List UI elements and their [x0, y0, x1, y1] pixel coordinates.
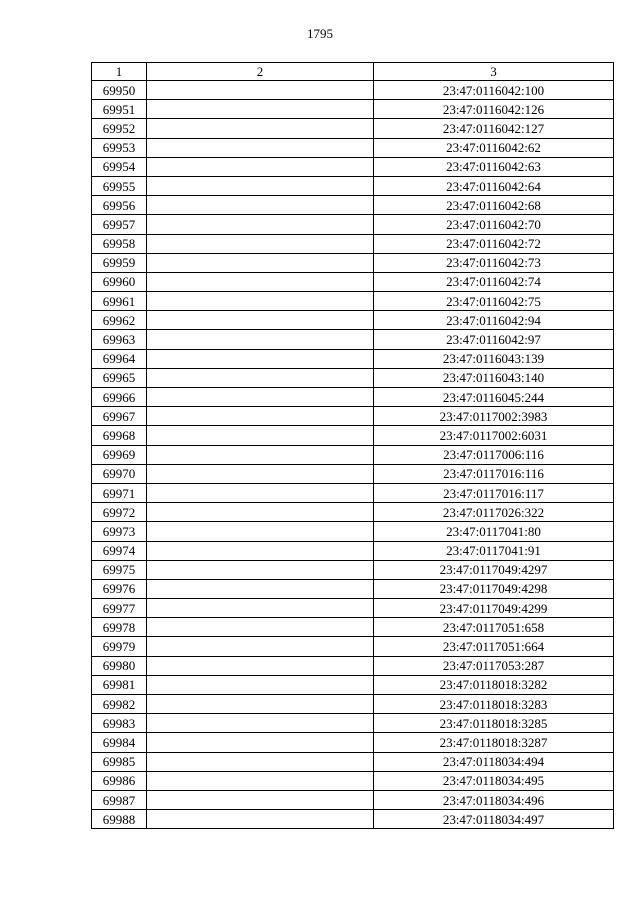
cell-column-2 [147, 426, 374, 445]
cell-row-number: 69951 [92, 100, 147, 119]
cell-row-number: 69972 [92, 503, 147, 522]
cell-column-2 [147, 810, 374, 829]
cell-column-2 [147, 599, 374, 618]
cell-column-2 [147, 330, 374, 349]
cell-row-number: 69987 [92, 790, 147, 809]
cell-column-2 [147, 445, 374, 464]
table-row [92, 733, 614, 752]
cell-row-number: 69968 [92, 426, 147, 445]
cell-cadastral-number: 23:47:0117041:91 [374, 541, 614, 560]
table-row [92, 445, 614, 464]
table-row [92, 560, 614, 579]
table-row [92, 81, 614, 100]
table-row [92, 196, 614, 215]
cell-cadastral-number: 23:47:0118018:3282 [374, 675, 614, 694]
cell-column-2 [147, 503, 374, 522]
column-header-3: 3 [374, 63, 614, 81]
cell-column-2 [147, 138, 374, 157]
cell-row-number: 69973 [92, 522, 147, 541]
table-row [92, 503, 614, 522]
cell-row-number: 69986 [92, 771, 147, 790]
cell-cadastral-number: 23:47:0117049:4299 [374, 599, 614, 618]
cell-column-2 [147, 790, 374, 809]
cell-column-2 [147, 771, 374, 790]
cell-column-2 [147, 618, 374, 637]
cell-row-number: 69981 [92, 675, 147, 694]
table-row [92, 541, 614, 560]
cell-row-number: 69967 [92, 407, 147, 426]
cell-row-number: 69983 [92, 714, 147, 733]
cell-column-2 [147, 733, 374, 752]
cell-column-2 [147, 196, 374, 215]
table-row [92, 579, 614, 598]
cell-row-number: 69977 [92, 599, 147, 618]
table-row [92, 522, 614, 541]
cell-cadastral-number: 23:47:0117006:116 [374, 445, 614, 464]
cell-cadastral-number: 23:47:0118034:494 [374, 752, 614, 771]
cell-cadastral-number: 23:47:0116042:127 [374, 119, 614, 138]
cell-column-2 [147, 407, 374, 426]
table-row [92, 349, 614, 368]
cell-cadastral-number: 23:47:0118018:3285 [374, 714, 614, 733]
cell-cadastral-number: 23:47:0117002:3983 [374, 407, 614, 426]
cell-column-2 [147, 119, 374, 138]
cell-cadastral-number: 23:47:0116045:244 [374, 388, 614, 407]
cell-cadastral-number: 23:47:0117002:6031 [374, 426, 614, 445]
table-row [92, 138, 614, 157]
registry-table [91, 62, 614, 829]
table-row [92, 407, 614, 426]
table-row [92, 253, 614, 272]
cell-cadastral-number: 23:47:0116043:140 [374, 368, 614, 387]
cell-row-number: 69950 [92, 81, 147, 100]
cell-cadastral-number: 23:47:0116042:94 [374, 311, 614, 330]
table-row [92, 464, 614, 483]
table-row [92, 234, 614, 253]
cell-column-2 [147, 522, 374, 541]
cell-cadastral-number: 23:47:0116042:75 [374, 292, 614, 311]
table-row [92, 388, 614, 407]
cell-cadastral-number: 23:47:0116042:72 [374, 234, 614, 253]
table-row [92, 157, 614, 176]
cell-cadastral-number: 23:47:0116042:100 [374, 81, 614, 100]
cell-cadastral-number: 23:47:0116042:63 [374, 157, 614, 176]
cell-column-2 [147, 311, 374, 330]
cell-column-2 [147, 675, 374, 694]
table-body [92, 81, 614, 829]
cell-row-number: 69959 [92, 253, 147, 272]
table-row [92, 810, 614, 829]
cell-cadastral-number: 23:47:0117016:116 [374, 464, 614, 483]
cell-column-2 [147, 483, 374, 502]
cell-column-2 [147, 157, 374, 176]
cell-row-number: 69976 [92, 579, 147, 598]
table-row [92, 599, 614, 618]
cell-cadastral-number: 23:47:0117051:664 [374, 637, 614, 656]
cell-column-2 [147, 176, 374, 195]
table-row [92, 119, 614, 138]
cell-column-2 [147, 464, 374, 483]
cell-row-number: 69969 [92, 445, 147, 464]
cell-column-2 [147, 695, 374, 714]
cell-row-number: 69974 [92, 541, 147, 560]
cell-cadastral-number: 23:47:0116042:62 [374, 138, 614, 157]
table-row [92, 176, 614, 195]
cell-column-2 [147, 292, 374, 311]
table-row [92, 790, 614, 809]
cell-row-number: 69956 [92, 196, 147, 215]
cell-cadastral-number: 23:47:0116043:139 [374, 349, 614, 368]
cell-row-number: 69962 [92, 311, 147, 330]
table-row [92, 771, 614, 790]
cell-cadastral-number: 23:47:0117051:658 [374, 618, 614, 637]
cell-row-number: 69975 [92, 560, 147, 579]
cell-cadastral-number: 23:47:0116042:70 [374, 215, 614, 234]
cell-column-2 [147, 215, 374, 234]
table-row [92, 215, 614, 234]
cell-column-2 [147, 81, 374, 100]
cell-row-number: 69985 [92, 752, 147, 771]
cell-column-2 [147, 349, 374, 368]
cell-cadastral-number: 23:47:0116042:74 [374, 272, 614, 291]
cell-row-number: 69971 [92, 483, 147, 502]
cell-column-2 [147, 656, 374, 675]
table-row [92, 292, 614, 311]
cell-column-2 [147, 752, 374, 771]
cell-row-number: 69953 [92, 138, 147, 157]
table-row [92, 100, 614, 119]
column-header-1: 1 [92, 63, 147, 81]
cell-column-2 [147, 234, 374, 253]
cell-row-number: 69966 [92, 388, 147, 407]
cell-column-2 [147, 541, 374, 560]
table-header-row [92, 63, 614, 81]
cell-row-number: 69955 [92, 176, 147, 195]
cell-column-2 [147, 100, 374, 119]
cell-cadastral-number: 23:47:0116042:73 [374, 253, 614, 272]
cell-column-2 [147, 637, 374, 656]
cell-cadastral-number: 23:47:0117041:80 [374, 522, 614, 541]
cell-row-number: 69970 [92, 464, 147, 483]
table-row [92, 330, 614, 349]
cell-cadastral-number: 23:47:0116042:68 [374, 196, 614, 215]
cell-cadastral-number: 23:47:0117053:287 [374, 656, 614, 675]
cell-column-2 [147, 368, 374, 387]
table-row [92, 311, 614, 330]
table-row [92, 714, 614, 733]
cell-cadastral-number: 23:47:0116042:64 [374, 176, 614, 195]
page-number: 1795 [307, 26, 333, 41]
cell-column-2 [147, 253, 374, 272]
cell-row-number: 69964 [92, 349, 147, 368]
table-row [92, 618, 614, 637]
table-row [92, 656, 614, 675]
cell-row-number: 69952 [92, 119, 147, 138]
cell-row-number: 69961 [92, 292, 147, 311]
cell-row-number: 69982 [92, 695, 147, 714]
cell-row-number: 69954 [92, 157, 147, 176]
table-row [92, 272, 614, 291]
table-row [92, 483, 614, 502]
cell-row-number: 69984 [92, 733, 147, 752]
cell-row-number: 69979 [92, 637, 147, 656]
cell-cadastral-number: 23:47:0118034:497 [374, 810, 614, 829]
cell-column-2 [147, 388, 374, 407]
cell-cadastral-number: 23:47:0117049:4298 [374, 579, 614, 598]
cell-row-number: 69988 [92, 810, 147, 829]
cell-row-number: 69978 [92, 618, 147, 637]
table-row [92, 426, 614, 445]
table-row [92, 695, 614, 714]
cell-cadastral-number: 23:47:0117049:4297 [374, 560, 614, 579]
table-row [92, 368, 614, 387]
cell-cadastral-number: 23:47:0117026:322 [374, 503, 614, 522]
cell-cadastral-number: 23:47:0118034:495 [374, 771, 614, 790]
cell-cadastral-number: 23:47:0118018:3287 [374, 733, 614, 752]
cell-column-2 [147, 272, 374, 291]
cell-cadastral-number: 23:47:0116042:97 [374, 330, 614, 349]
cell-cadastral-number: 23:47:0118018:3283 [374, 695, 614, 714]
cell-row-number: 69957 [92, 215, 147, 234]
cell-row-number: 69963 [92, 330, 147, 349]
column-header-2: 2 [147, 63, 374, 81]
cell-column-2 [147, 579, 374, 598]
cell-column-2 [147, 714, 374, 733]
cell-cadastral-number: 23:47:0116042:126 [374, 100, 614, 119]
cell-row-number: 69960 [92, 272, 147, 291]
table-row [92, 637, 614, 656]
table-row [92, 752, 614, 771]
cell-row-number: 69958 [92, 234, 147, 253]
cell-row-number: 69980 [92, 656, 147, 675]
cell-column-2 [147, 560, 374, 579]
cell-cadastral-number: 23:47:0117016:117 [374, 483, 614, 502]
table-row [92, 675, 614, 694]
cell-cadastral-number: 23:47:0118034:496 [374, 790, 614, 809]
cell-row-number: 69965 [92, 368, 147, 387]
